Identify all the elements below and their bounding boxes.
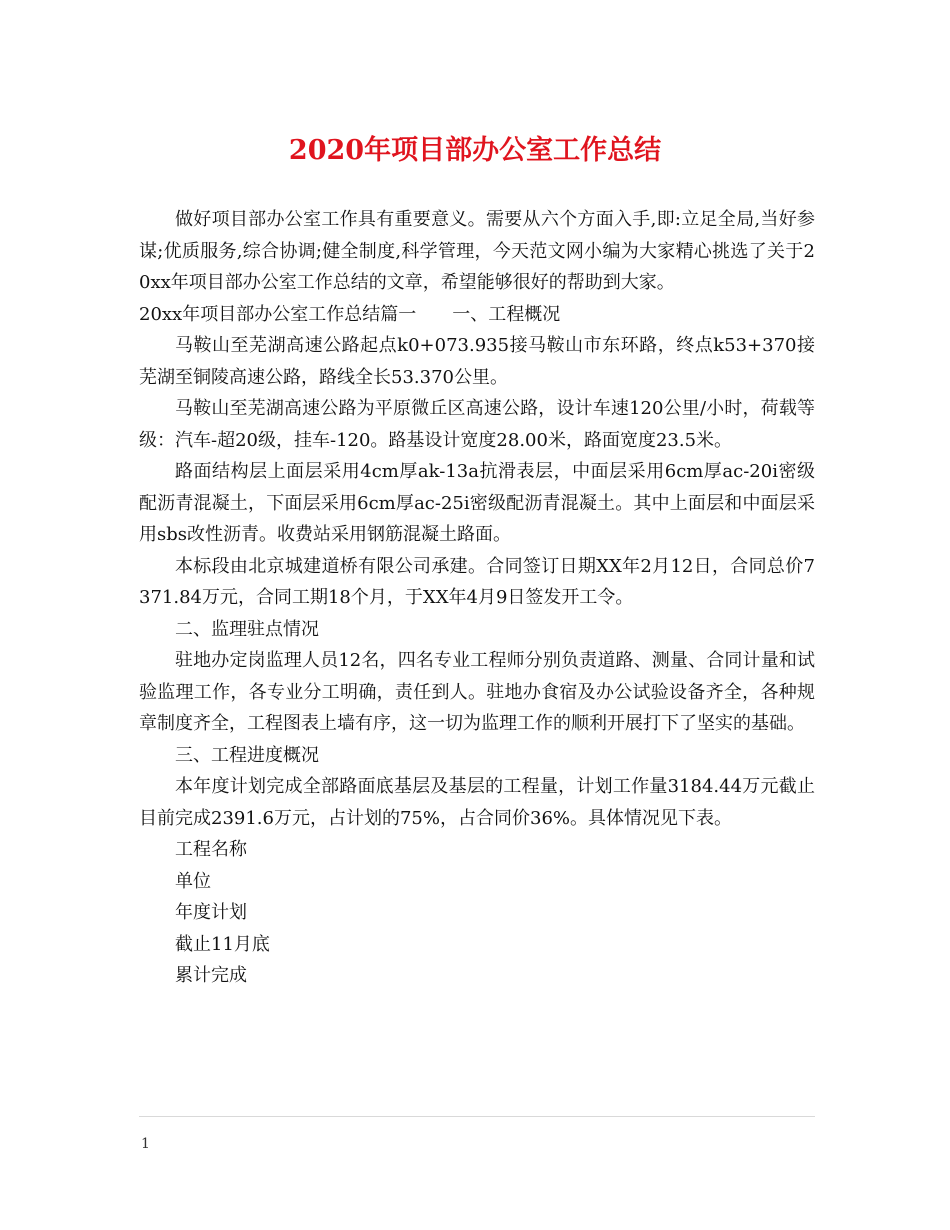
section-heading-project-overview: 20xx年项目部办公室工作总结篇一 一、工程概况	[139, 303, 561, 325]
page-number: 1	[141, 1136, 150, 1152]
table-label-cumulative: 累计完成	[175, 965, 247, 986]
paragraph-design-speed: 马鞍山至芜湖高速公路为平原微丘区高速公路，设计车速120公里/小时，荷载等级：汽车-超20级，挂车-120。路基设计宽度28.00米，路面宽度23.5米。	[139, 398, 815, 451]
document-body	[139, 204, 815, 992]
paragraph-progress: 本年度计划完成全部路面底基层及基层的工程量，计划工作量3184.44万元截止目前完成2391.6万元，占计划的75%，占合同价36%。具体情况见下表。	[139, 776, 815, 829]
paragraph-contract: 本标段由北京城建道桥有限公司承建。合同签订日期XX年2月12日，合同总价7371.84万元，合同工期18个月，于XX年4月9日签发开工令。	[139, 555, 815, 608]
intro-paragraph: 做好项目部办公室工作具有重要意义。需要从六个方面入手,即:立足全局,当好参谋;优质服务,综合协调;健全制度,科学管理，今天范文网小编为大家精心挑选了关于20xx年项目部办公室工作总结的文章，希望能够很好的帮助到大家。	[139, 209, 815, 293]
section-heading-supervision: 二、监理驻点情况	[175, 618, 319, 640]
document-title: 2020年项目部办公室工作总结	[288, 135, 662, 166]
paragraph-pavement-structure: 路面结构层上面层采用4cm厚ak-13a抗滑表层，中面层采用6cm厚ac-20i密级配沥青混凝土，下面层采用6cm厚ac-25i密级配沥青混凝土。其中上面层和中面层采用sbs改性沥青。收费站采用钢筋混凝土路面。	[139, 461, 815, 545]
paragraph-supervision-staff: 驻地办定岗监理人员12名，四名专业工程师分别负责道路、测量、合同计量和试验监理工作，各专业分工明确，责任到人。驻地办食宿及办公试验设备齐全，各种规章制度齐全，工程图表上墙有序，这一切为监理工作的顺利开展打下了坚实的基础。	[139, 650, 815, 734]
section-heading-progress: 三、工程进度概况	[175, 744, 319, 766]
table-label-project-name: 工程名称	[175, 839, 247, 860]
footer-divider	[139, 1116, 815, 1117]
table-label-end-of-november: 截止11月底	[175, 933, 270, 955]
table-label-unit: 单位	[175, 870, 211, 892]
table-label-annual-plan: 年度计划	[175, 902, 247, 923]
paragraph-route: 马鞍山至芜湖高速公路起点k0+073.935接马鞍山市东环路，终点k53+370接芜湖至铜陵高速公路，路线全长53.370公里。	[139, 335, 815, 388]
